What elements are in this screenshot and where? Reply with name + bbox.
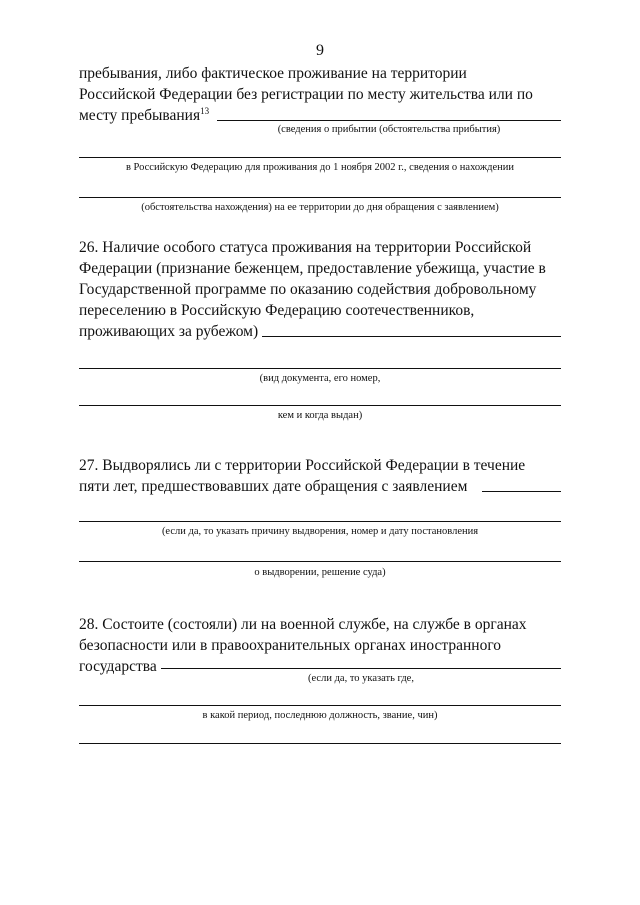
deportation-details-caption: (если да, то указать причину выдворения, номер и дату постановления bbox=[161, 526, 479, 537]
status-document-issuer-caption: кем и когда выдан) bbox=[277, 410, 363, 421]
page-number: 9 bbox=[316, 42, 324, 59]
military-service-caption: (если да, то указать где, bbox=[308, 673, 414, 684]
intro-line-1: пребывания, либо фактическое проживание на территории bbox=[79, 65, 467, 82]
military-period-caption: в какой период, последнюю должность, звание, чин) bbox=[202, 710, 438, 721]
item-27-line-1: 27. Выдворялись ли с территории Российской Федерации в течение bbox=[79, 457, 526, 474]
item-26-line-1: 26. Наличие особого статуса проживания на территории Российской bbox=[79, 239, 532, 256]
military-period-field[interactable] bbox=[79, 705, 561, 706]
deportation-court-field[interactable] bbox=[79, 561, 561, 562]
deportation-details-field[interactable] bbox=[79, 521, 561, 522]
item-28-line-2: безопасности или в правоохранительных органах иностранного bbox=[79, 637, 502, 654]
intro-line-2: Российской Федерации без регистрации по месту жительства или по bbox=[79, 86, 533, 103]
arrival-residence-caption: в Российскую Федерацию для проживания до 1 ноября 2002 г., сведения о нахождении bbox=[125, 162, 515, 173]
item-26-line-4: переселению в Российскую Федерацию соотечественников, bbox=[79, 302, 475, 319]
stay-circumstances-field[interactable] bbox=[79, 197, 561, 198]
intro-last-line-text: месту пребывания bbox=[79, 107, 201, 124]
deportation-answer-field[interactable] bbox=[482, 491, 561, 492]
arrival-info-field-2[interactable] bbox=[79, 157, 561, 158]
item-26-line-2: Федерации (признание беженцем, предоставление убежища, участие в bbox=[79, 260, 546, 277]
status-document-issuer-field[interactable] bbox=[79, 405, 561, 406]
arrival-info-field[interactable] bbox=[217, 120, 561, 121]
item-28-last-line: государства bbox=[79, 658, 157, 675]
stay-circumstances-caption: (обстоятельства нахождения) на ее территории до дня обращения с заявлением) bbox=[141, 202, 499, 213]
intro-last-line bbox=[79, 105, 209, 126]
item-28-line-1: 28. Состоите (состояли) ли на военной службе, на службе в органах bbox=[79, 616, 527, 633]
status-document-field[interactable] bbox=[79, 368, 561, 369]
military-service-field[interactable] bbox=[161, 668, 561, 669]
military-extra-field[interactable] bbox=[79, 743, 561, 744]
item-26-line-3: Государственной программе по оказанию содействия добровольному bbox=[79, 281, 537, 298]
item-27-last-line: пяти лет, предшествовавших дате обращения с заявлением bbox=[79, 478, 468, 495]
item-26-last-line: проживающих за рубежом) bbox=[79, 323, 259, 340]
special-status-field[interactable] bbox=[262, 336, 561, 337]
status-document-caption: (вид документа, его номер, bbox=[259, 373, 381, 384]
deportation-court-caption: о выдворении, решение суда) bbox=[254, 567, 386, 578]
arrival-info-caption: (сведения о прибытии (обстоятельства прибытия) bbox=[277, 124, 501, 135]
footnote-mark: 13 bbox=[200, 105, 210, 116]
